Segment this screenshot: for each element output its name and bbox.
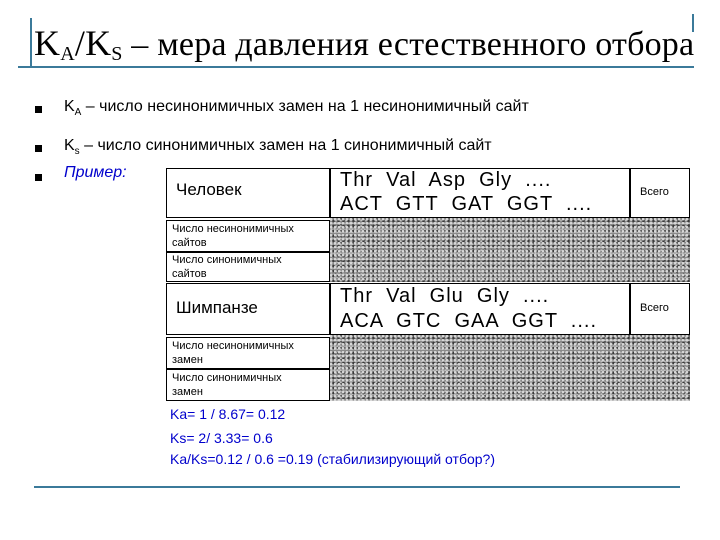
title-divider	[18, 66, 694, 68]
human-total-label: Всего	[640, 186, 669, 198]
chimp-syn-label-line2: замен	[172, 386, 203, 398]
bullet-marker	[35, 106, 42, 113]
chimp-obscured-values	[330, 335, 690, 401]
example-label: Пример:	[64, 164, 127, 181]
human-syn-label-line2: сайтов	[172, 268, 207, 280]
human-name: Человек	[176, 180, 242, 199]
human-amino-acids: Thr Val Asp Gly ....	[340, 169, 552, 191]
human-nonsyn-label-line1: Число несинонимичных	[172, 223, 294, 235]
ka-result: Ka= 1 / 8.67= 0.12	[170, 406, 286, 422]
ks-result: Ks= 2/ 3.33= 0.6	[170, 430, 273, 446]
human-obscured-values	[330, 218, 690, 282]
human-codons: ACT GTT GAT GGT ....	[340, 193, 593, 215]
bullet-ks: $K_s$ – число синонимичных замен на 1 синонимичный сайт	[64, 137, 492, 158]
human-nonsyn-label-line2: сайтов	[172, 237, 207, 249]
chimp-amino-acids: Thr Val Glu Gly ....	[340, 285, 550, 307]
chimp-nonsyn-label-line1: Число несинонимичных	[172, 340, 294, 352]
chimp-codons: ACA GTC GAA GGT ....	[340, 310, 598, 332]
chimp-nonsyn-label-line2: замен	[172, 354, 203, 366]
footer-divider	[34, 486, 680, 488]
chimp-total-label: Всего	[640, 302, 669, 314]
title-accent-line	[30, 18, 32, 68]
slide-title: $K_A/K_S$ – мера давления естественного отбора	[34, 23, 695, 65]
bullet-marker	[35, 145, 42, 152]
chimp-syn-label-line1: Число синонимичных	[172, 372, 282, 384]
chimp-name: Шимпанзе	[176, 298, 258, 317]
ka-ks-ratio: Ka/Ks=0.12 / 0.6 =0.19 (стабилизирующий отбор?)	[170, 451, 495, 467]
bullet-ka: $K_A$ – число несинонимичных замен на 1 несинонимичный сайт	[64, 98, 529, 119]
human-syn-label-line1: Число синонимичных	[172, 254, 282, 266]
bullet-marker	[35, 174, 42, 181]
